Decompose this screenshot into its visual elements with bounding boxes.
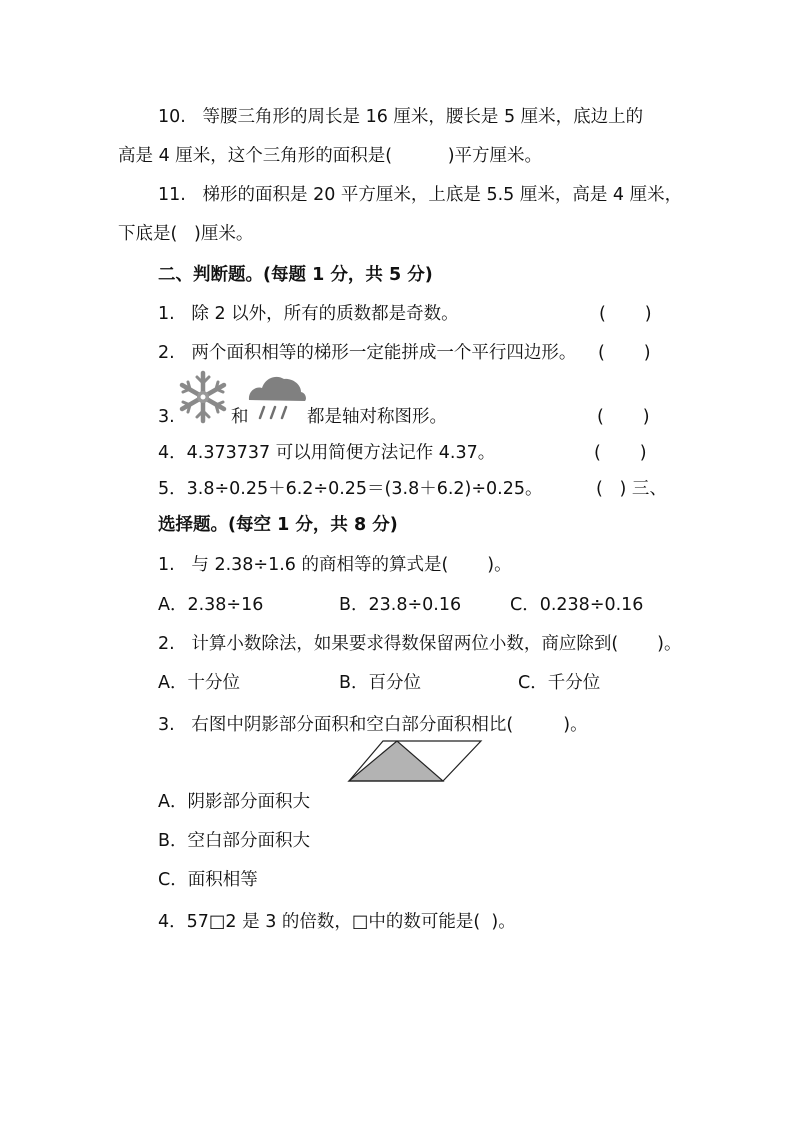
choice-q1-stem: 1. 与 2.38÷1.6 的商相等的算式是( )。 [158, 555, 512, 575]
choice-q3-option-c: C．面积相等 [158, 870, 258, 890]
choice-q2-option-a: A．十分位 [158, 673, 240, 693]
judge-bracket-4: ( ) [594, 443, 647, 463]
snowflake-icon [172, 370, 234, 424]
parallelogram-figure [345, 738, 485, 784]
q10-line1: 10. 等腰三角形的周长是 16 厘米，腰长是 5 厘米，底边上的 [158, 107, 644, 127]
choice-q1-option-a: A．2.38÷16 [158, 595, 264, 615]
judge-item-4: 4．4.373737 可以用简便方法记作 4.37。 [158, 443, 496, 463]
judge-item-2: 2. 两个面积相等的梯形一定能拼成一个平行四边形。 [158, 343, 577, 363]
rain-cloud-icon [246, 370, 308, 422]
choice-q2-option-c: C．千分位 [518, 673, 601, 693]
choice-q2-stem: 2. 计算小数除法，如果要求得数保留两位小数，商应除到( )。 [158, 634, 682, 654]
judge-bracket-3: ( ) [597, 407, 650, 427]
choice-q1-option-c: C．0.238÷0.16 [510, 595, 644, 615]
choice-q1-option-b: B．23.8÷0.16 [339, 595, 462, 615]
judge-item-3-and: 和 [231, 407, 249, 427]
q10-line2: 高是 4 厘米，这个三角形的面积是( )平方厘米。 [118, 146, 543, 166]
judge-bracket-1: ( ) [599, 304, 652, 324]
choice-heading: 选择题。(每空 1 分，共 8 分) [158, 515, 398, 535]
judge-heading: 二、判断题。(每题 1 分，共 5 分) [158, 265, 433, 285]
judge-item-5: 5．3.8÷0.25＋6.2÷0.25＝(3.8＋6.2)÷0.25。 [158, 479, 543, 499]
choice-q2-option-b: B．百分位 [339, 673, 422, 693]
choice-q3-option-b: B．空白部分面积大 [158, 831, 311, 851]
q11-line1: 11. 梯形的面积是 20 平方厘米，上底是 5.5 厘米，高是 4 厘米， [158, 185, 683, 205]
q11-line2: 下底是( )厘米。 [118, 224, 254, 244]
judge-bracket-5: ( ) 三、 [596, 479, 667, 499]
choice-q4-stem: 4．57□2 是 3 的倍数，□中的数可能是( )。 [158, 912, 516, 932]
choice-q3-stem: 3. 右图中阴影部分面积和空白部分面积相比( )。 [158, 715, 588, 735]
choice-q3-option-a: A．阴影部分面积大 [158, 792, 310, 812]
judge-item-3-text: 都是轴对称图形。 [307, 407, 447, 427]
judge-item-3-num: 3. [158, 407, 175, 427]
judge-item-1: 1. 除 2 以外，所有的质数都是奇数。 [158, 304, 459, 324]
judge-bracket-2: ( ) [598, 343, 651, 363]
